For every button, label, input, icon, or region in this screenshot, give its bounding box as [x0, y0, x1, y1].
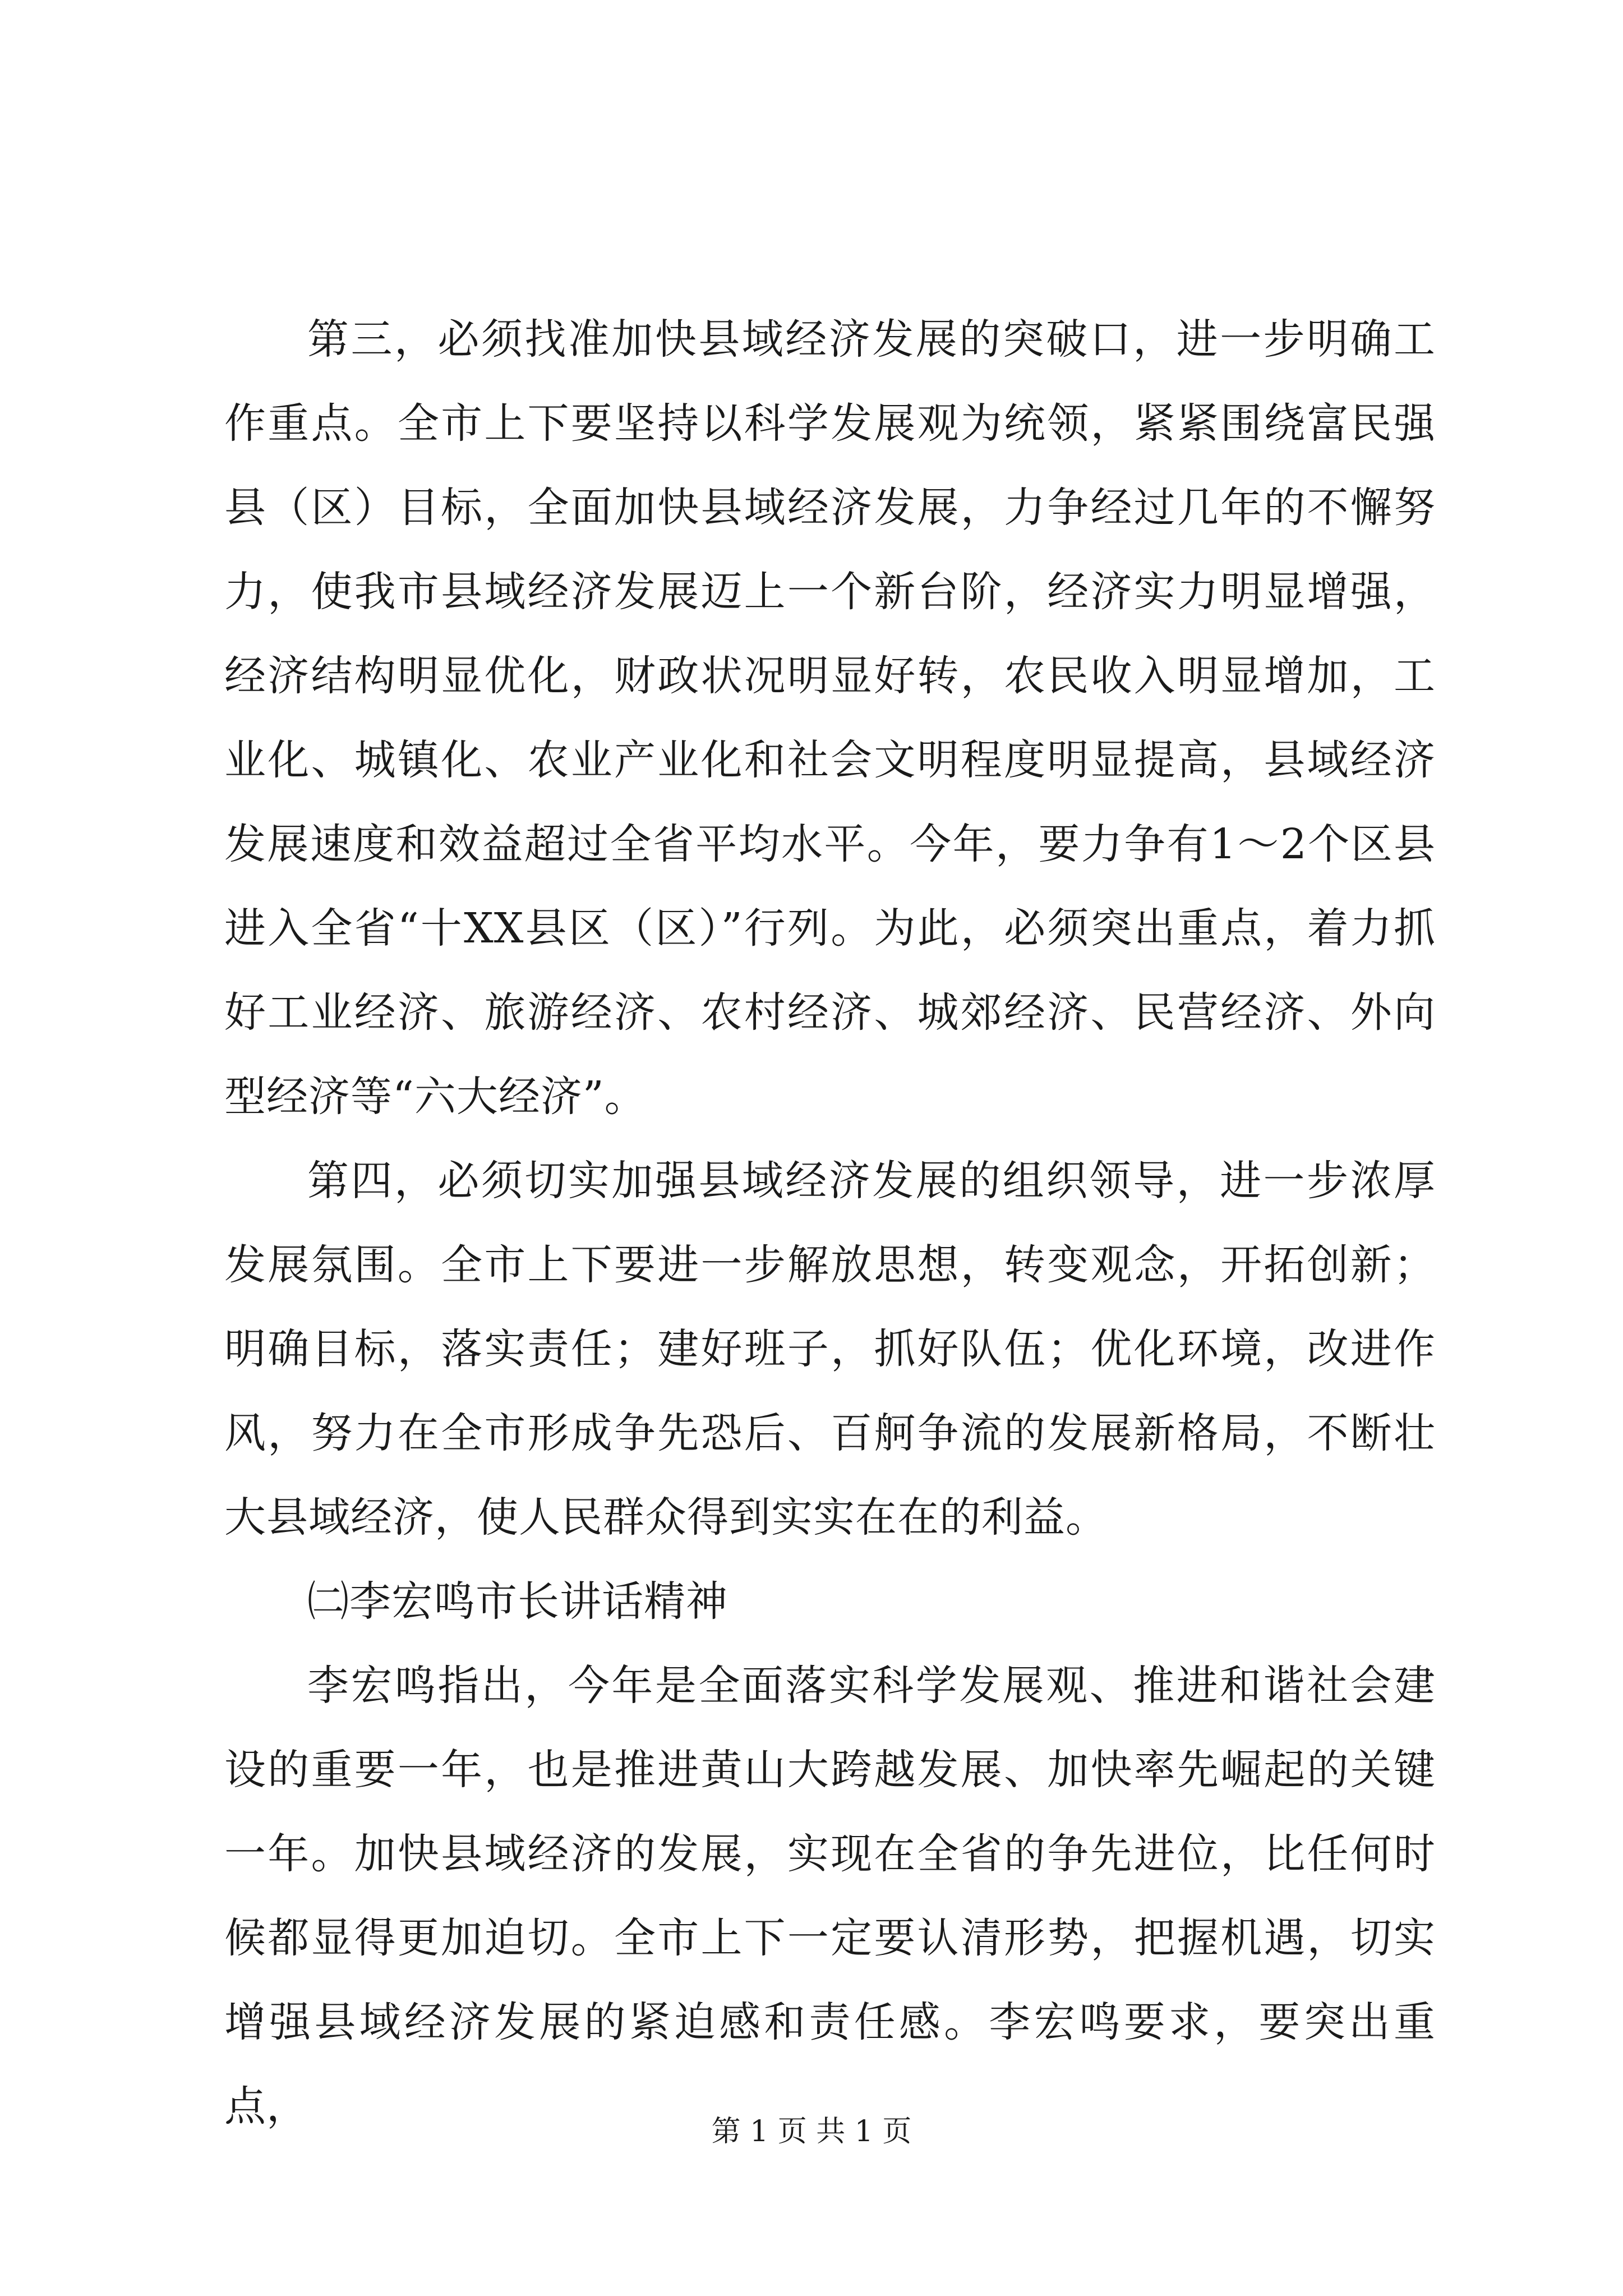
paragraph-third-point: 第三，必须找准加快县域经济发展的突破口，进一步明确工作重点。全市上下要坚持以科学发展观为统领，紧紧围绕富民强县（区）目标，全面加快县域经济发展，力争经过几年的不懈努力，使我市县域经济发展迈上一个新台阶，经济实力明显增强，经济结构明显优化，财政状况明显好转，农民收入明显增加，工业化、城镇化、农业产业化和社会文明程度明显提高，县域经济发展速度和效益超过全省平均水平。今年，要力争有1～2个区县进入全省“十XX县区（区）”行列。为此，必须突出重点，着力抓好工业经济、旅游经济、农村经济、城郊经济、民营经济、外向型经济等“六大经济”。 [224, 315, 1436, 1121]
paragraph-mayor-speech: 李宏鸣指出，今年是全面落实科学发展观、推进和谐社会建设的重要一年，也是推进黄山大跨越发展、加快率先崛起的关键一年。加快县域经济的发展，实现在全省的争先进位，比任何时候都显得更加迫切。全市上下一定要认清形势，把握机遇，切实增强县域经济发展的紧迫感和责任感。李宏鸣要求，要突出重点， [224, 1662, 1436, 2131]
document-body [224, 297, 1436, 2148]
paragraph-fourth-point: 第四，必须切实加强县域经济发展的组织领导，进一步浓厚发展氛围。全市上下要进一步解放思想，转变观念，开拓创新；明确目标，落实责任；建好班子，抓好队伍；优化环境，改进作风，努力在全市形成争先恐后、百舸争流的发展新格局，不断壮大县域经济，使人民群众得到实实在在的利益。 [224, 1157, 1436, 1542]
page-footer: 第 1 页 共 1 页 [711, 2115, 912, 2148]
section-heading-mayor-speech: ㈡李宏鸣市长讲话精神 [307, 1577, 728, 1626]
